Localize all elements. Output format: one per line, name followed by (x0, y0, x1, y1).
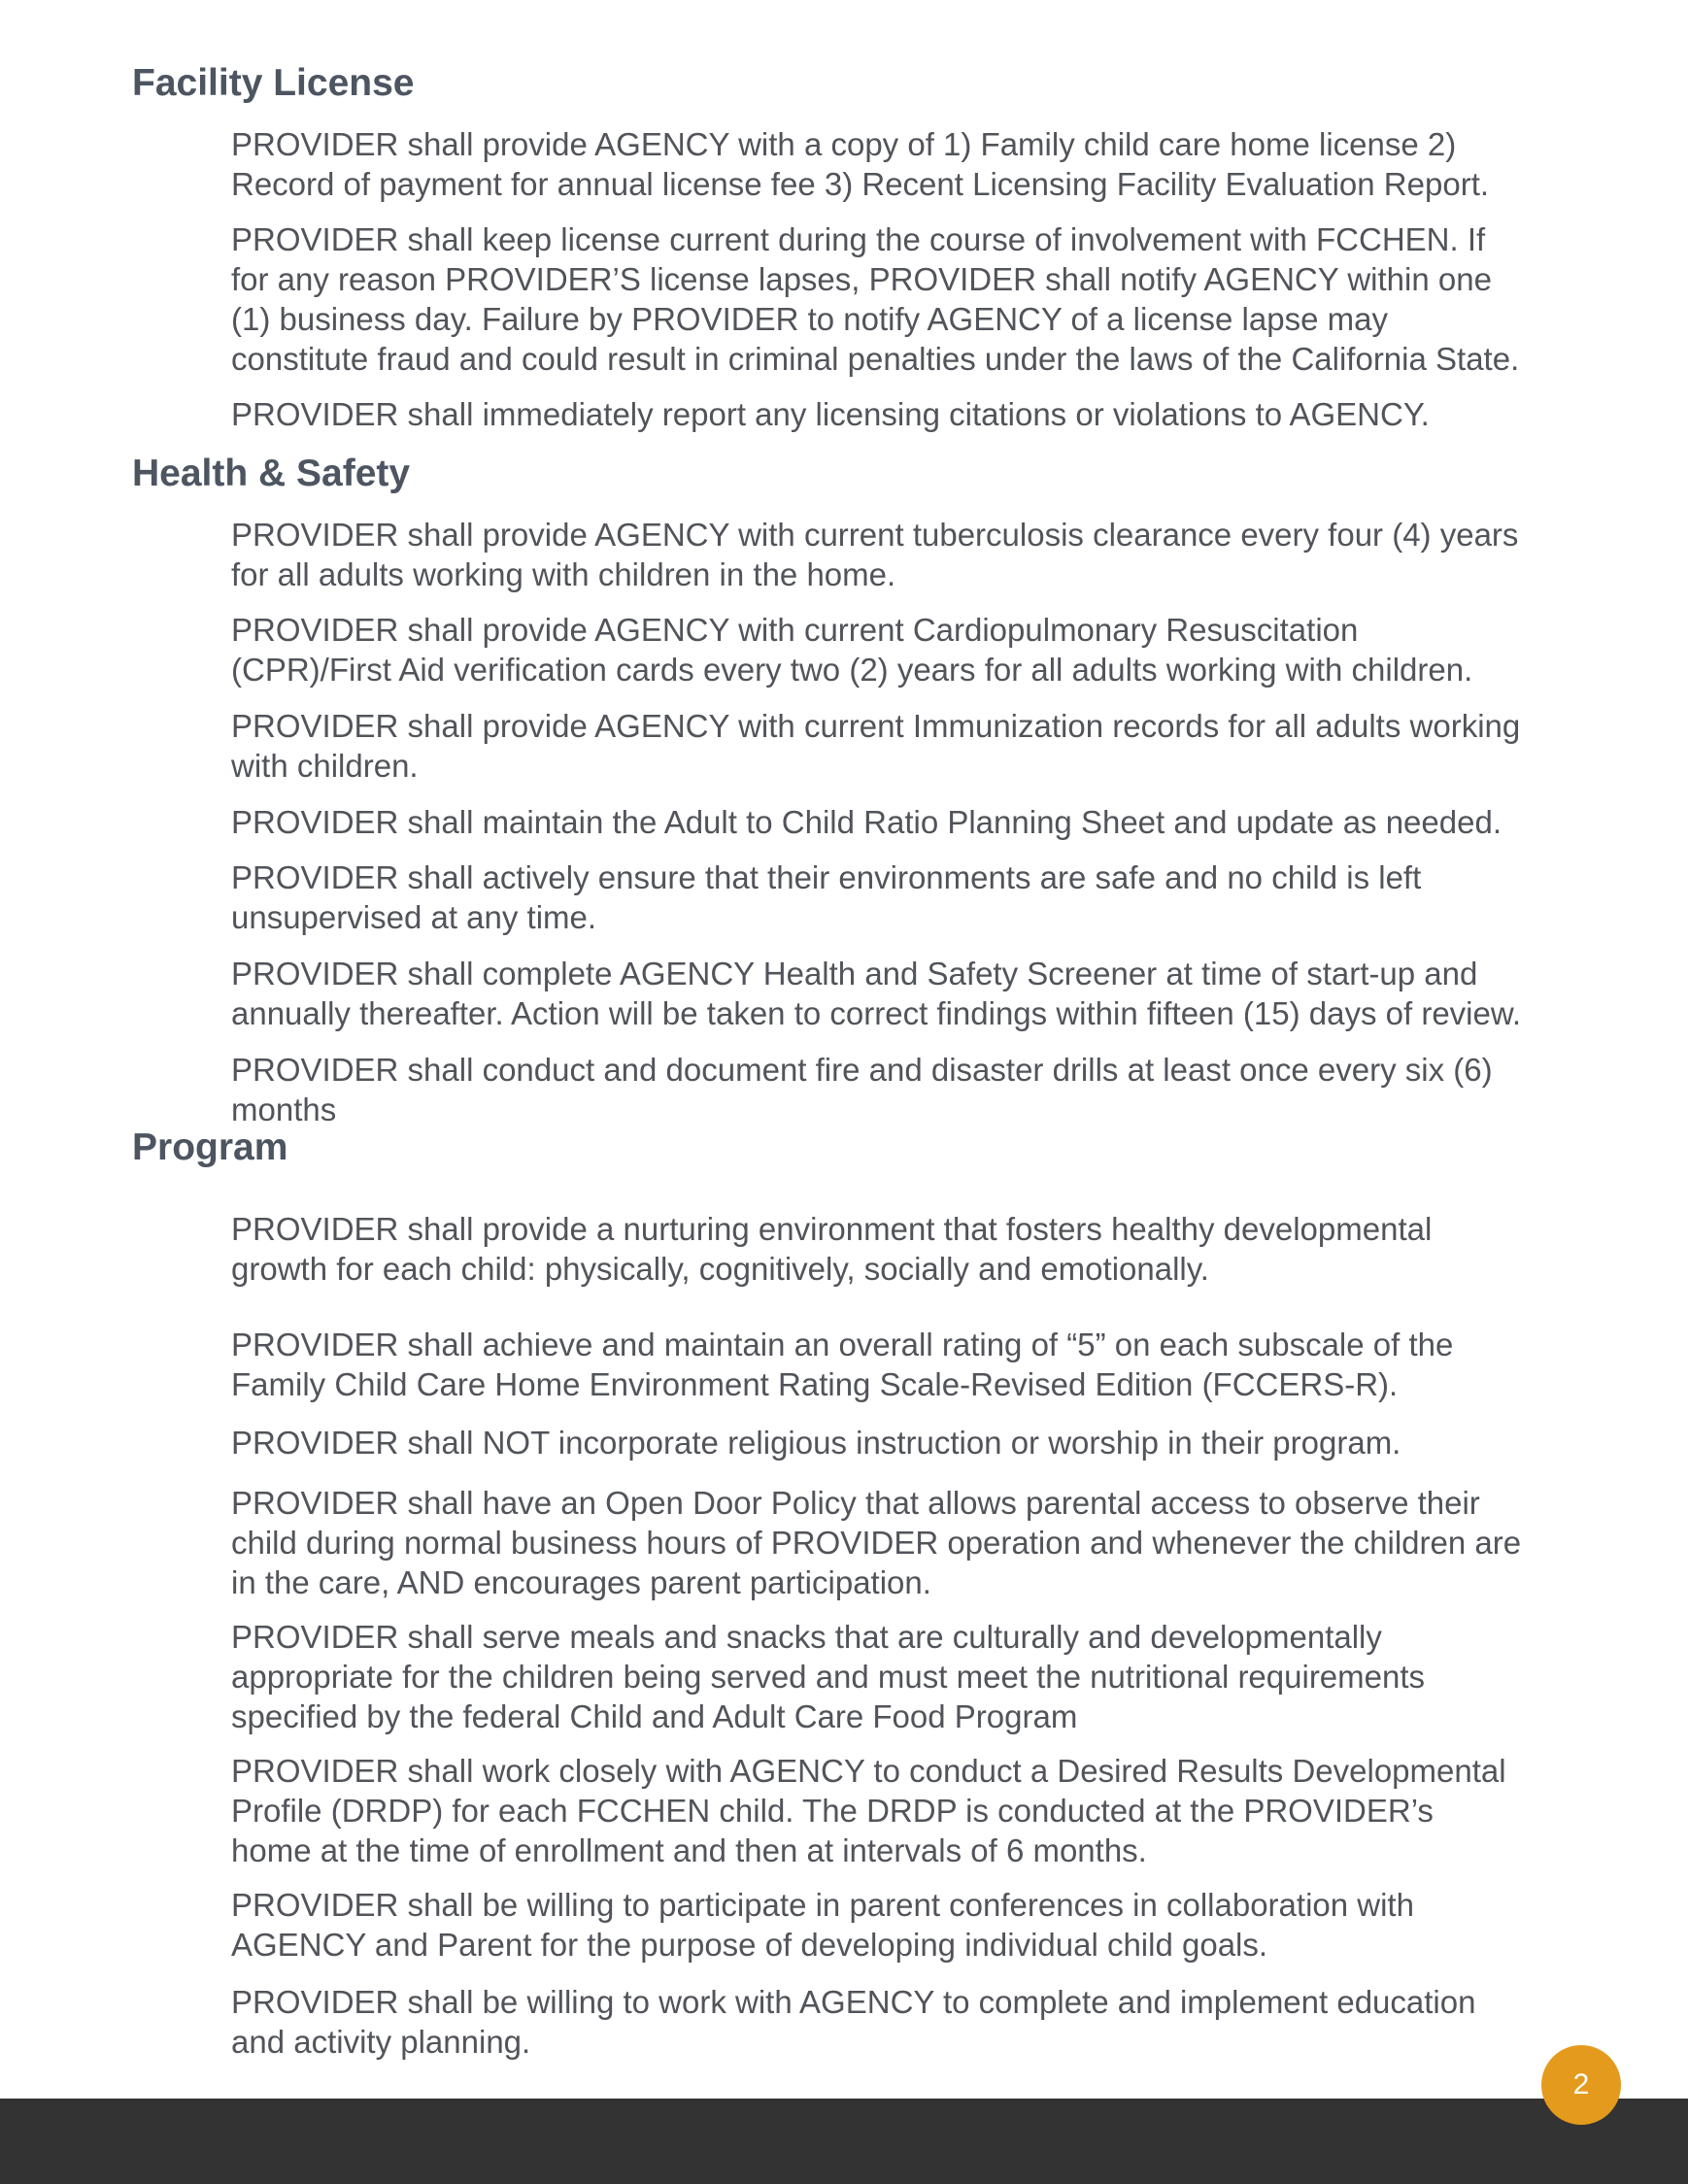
paragraph-line: Family Child Care Home Environment Rating Scale-Revised Edition (FCCERS-R). (231, 1366, 1399, 1402)
paragraph-tuberculosis (231, 515, 1610, 594)
section-heading-health-safety: Health & Safety (132, 453, 411, 494)
paragraph-line: PROVIDER shall serve meals and snacks that are culturally and developmentally (231, 1619, 1382, 1655)
paragraph-line: (1) business day. Failure by PROVIDER to notify AGENCY of a license lapse may (231, 301, 1388, 337)
paragraph-line: AGENCY and Parent for the purpose of developing individual child goals. (231, 1927, 1268, 1963)
paragraph-fccers-rating (231, 1325, 1610, 1404)
paragraph-immunization (231, 706, 1610, 786)
paragraph-line: and activity planning. (231, 2024, 531, 2060)
paragraph-line: PROVIDER shall complete AGENCY Health and Safety Screener at time of start-up and (231, 956, 1478, 991)
paragraph-line: PROVIDER shall provide AGENCY with current Immunization records for all adults working (231, 708, 1521, 744)
paragraph-drdp (231, 1751, 1610, 1870)
paragraph-line: child during normal business hours of PROVIDER operation and whenever the children are (231, 1525, 1522, 1561)
paragraph-cpr (231, 610, 1610, 689)
paragraph-safe-environment (231, 857, 1610, 937)
paragraph-line: Profile (DRDP) for each FCCHEN child. The DRDP is conducted at the PROVIDER’s (231, 1793, 1434, 1829)
paragraph-open-door (231, 1483, 1610, 1602)
paragraph-license-current (231, 219, 1610, 379)
paragraph-line: appropriate for the children being served and must meet the nutritional requirements (231, 1659, 1426, 1695)
footer-bar (0, 2099, 1688, 2184)
page-number-badge: 2 (1541, 2045, 1621, 2125)
paragraph-line: PROVIDER shall provide AGENCY with current Cardiopulmonary Resuscitation (231, 612, 1359, 648)
paragraph-line: growth for each child: physically, cognitively, socially and emotionally. (231, 1251, 1209, 1287)
paragraph-line: in the care, AND encourages parent participation. (231, 1564, 931, 1600)
paragraph-parent-conferences (231, 1885, 1610, 1965)
paragraph-line: PROVIDER shall provide a nurturing environment that fosters healthy developmental (231, 1211, 1433, 1247)
paragraph-line: PROVIDER shall keep license current during the course of involvement with FCCHEN. If (231, 221, 1486, 257)
paragraph-line: PROVIDER shall immediately report any licensing citations or violations to AGENCY. (231, 396, 1430, 432)
section-heading-program: Program (132, 1126, 288, 1168)
paragraph-ratio-sheet (231, 802, 1610, 842)
paragraph-line: PROVIDER shall conduct and document fire and disaster drills at least once every six (6) (231, 1052, 1493, 1088)
paragraph-fire-drills (231, 1050, 1610, 1129)
section-heading-facility-license: Facility License (132, 62, 415, 104)
paragraph-activity-planning (231, 1982, 1610, 2062)
paragraph-line: home at the time of enrollment and then at intervals of 6 months. (231, 1832, 1147, 1868)
paragraph-license-copy (231, 124, 1610, 204)
paragraph-license-citations (231, 394, 1610, 434)
paragraph-line: for all adults working with children in the home. (231, 556, 896, 592)
paragraph-line: (CPR)/First Aid verification cards every two (2) years for all adults working with children. (231, 652, 1473, 688)
paragraph-line: PROVIDER shall be willing to participate in parent conferences in collaboration with (231, 1887, 1414, 1923)
paragraph-line: PROVIDER shall have an Open Door Policy that allows parental access to observe their (231, 1485, 1480, 1521)
paragraph-line: with children. (231, 748, 419, 784)
paragraph-nurturing (231, 1209, 1610, 1289)
paragraph-line: months (231, 1092, 337, 1127)
paragraph-meals (231, 1617, 1610, 1736)
paragraph-line: PROVIDER shall provide AGENCY with a copy of 1) Family child care home license 2) (231, 126, 1457, 162)
paragraph-line: specified by the federal Child and Adult Care Food Program (231, 1698, 1078, 1734)
paragraph-line: for any reason PROVIDER’S license lapses, PROVIDER shall notify AGENCY within one (231, 261, 1492, 297)
paragraph-line: PROVIDER shall work closely with AGENCY to conduct a Desired Results Developmental (231, 1753, 1506, 1789)
paragraph-line: PROVIDER shall provide AGENCY with current tuberculosis clearance every four (4) years (231, 517, 1519, 553)
paragraph-line: constitute fraud and could result in criminal penalties under the laws of the California State. (231, 341, 1520, 377)
paragraph-line: PROVIDER shall maintain the Adult to Child Ratio Planning Sheet and update as needed. (231, 804, 1502, 840)
paragraph-line: unsupervised at any time. (231, 899, 597, 935)
paragraph-line: Record of payment for annual license fee 3) Recent Licensing Facility Evaluation Report. (231, 166, 1490, 202)
paragraph-line: PROVIDER shall be willing to work with AGENCY to complete and implement education (231, 1984, 1476, 2020)
paragraph-line: PROVIDER shall actively ensure that their environments are safe and no child is left (231, 859, 1422, 895)
paragraph-screener (231, 954, 1610, 1033)
paragraph-line: PROVIDER shall NOT incorporate religious instruction or worship in their program. (231, 1425, 1401, 1461)
paragraph-line: annually thereafter. Action will be taken to correct findings within fifteen (15) days of review. (231, 995, 1522, 1031)
paragraph-religious (231, 1423, 1610, 1462)
paragraph-line: PROVIDER shall achieve and maintain an overall rating of “5” on each subscale of the (231, 1327, 1454, 1362)
